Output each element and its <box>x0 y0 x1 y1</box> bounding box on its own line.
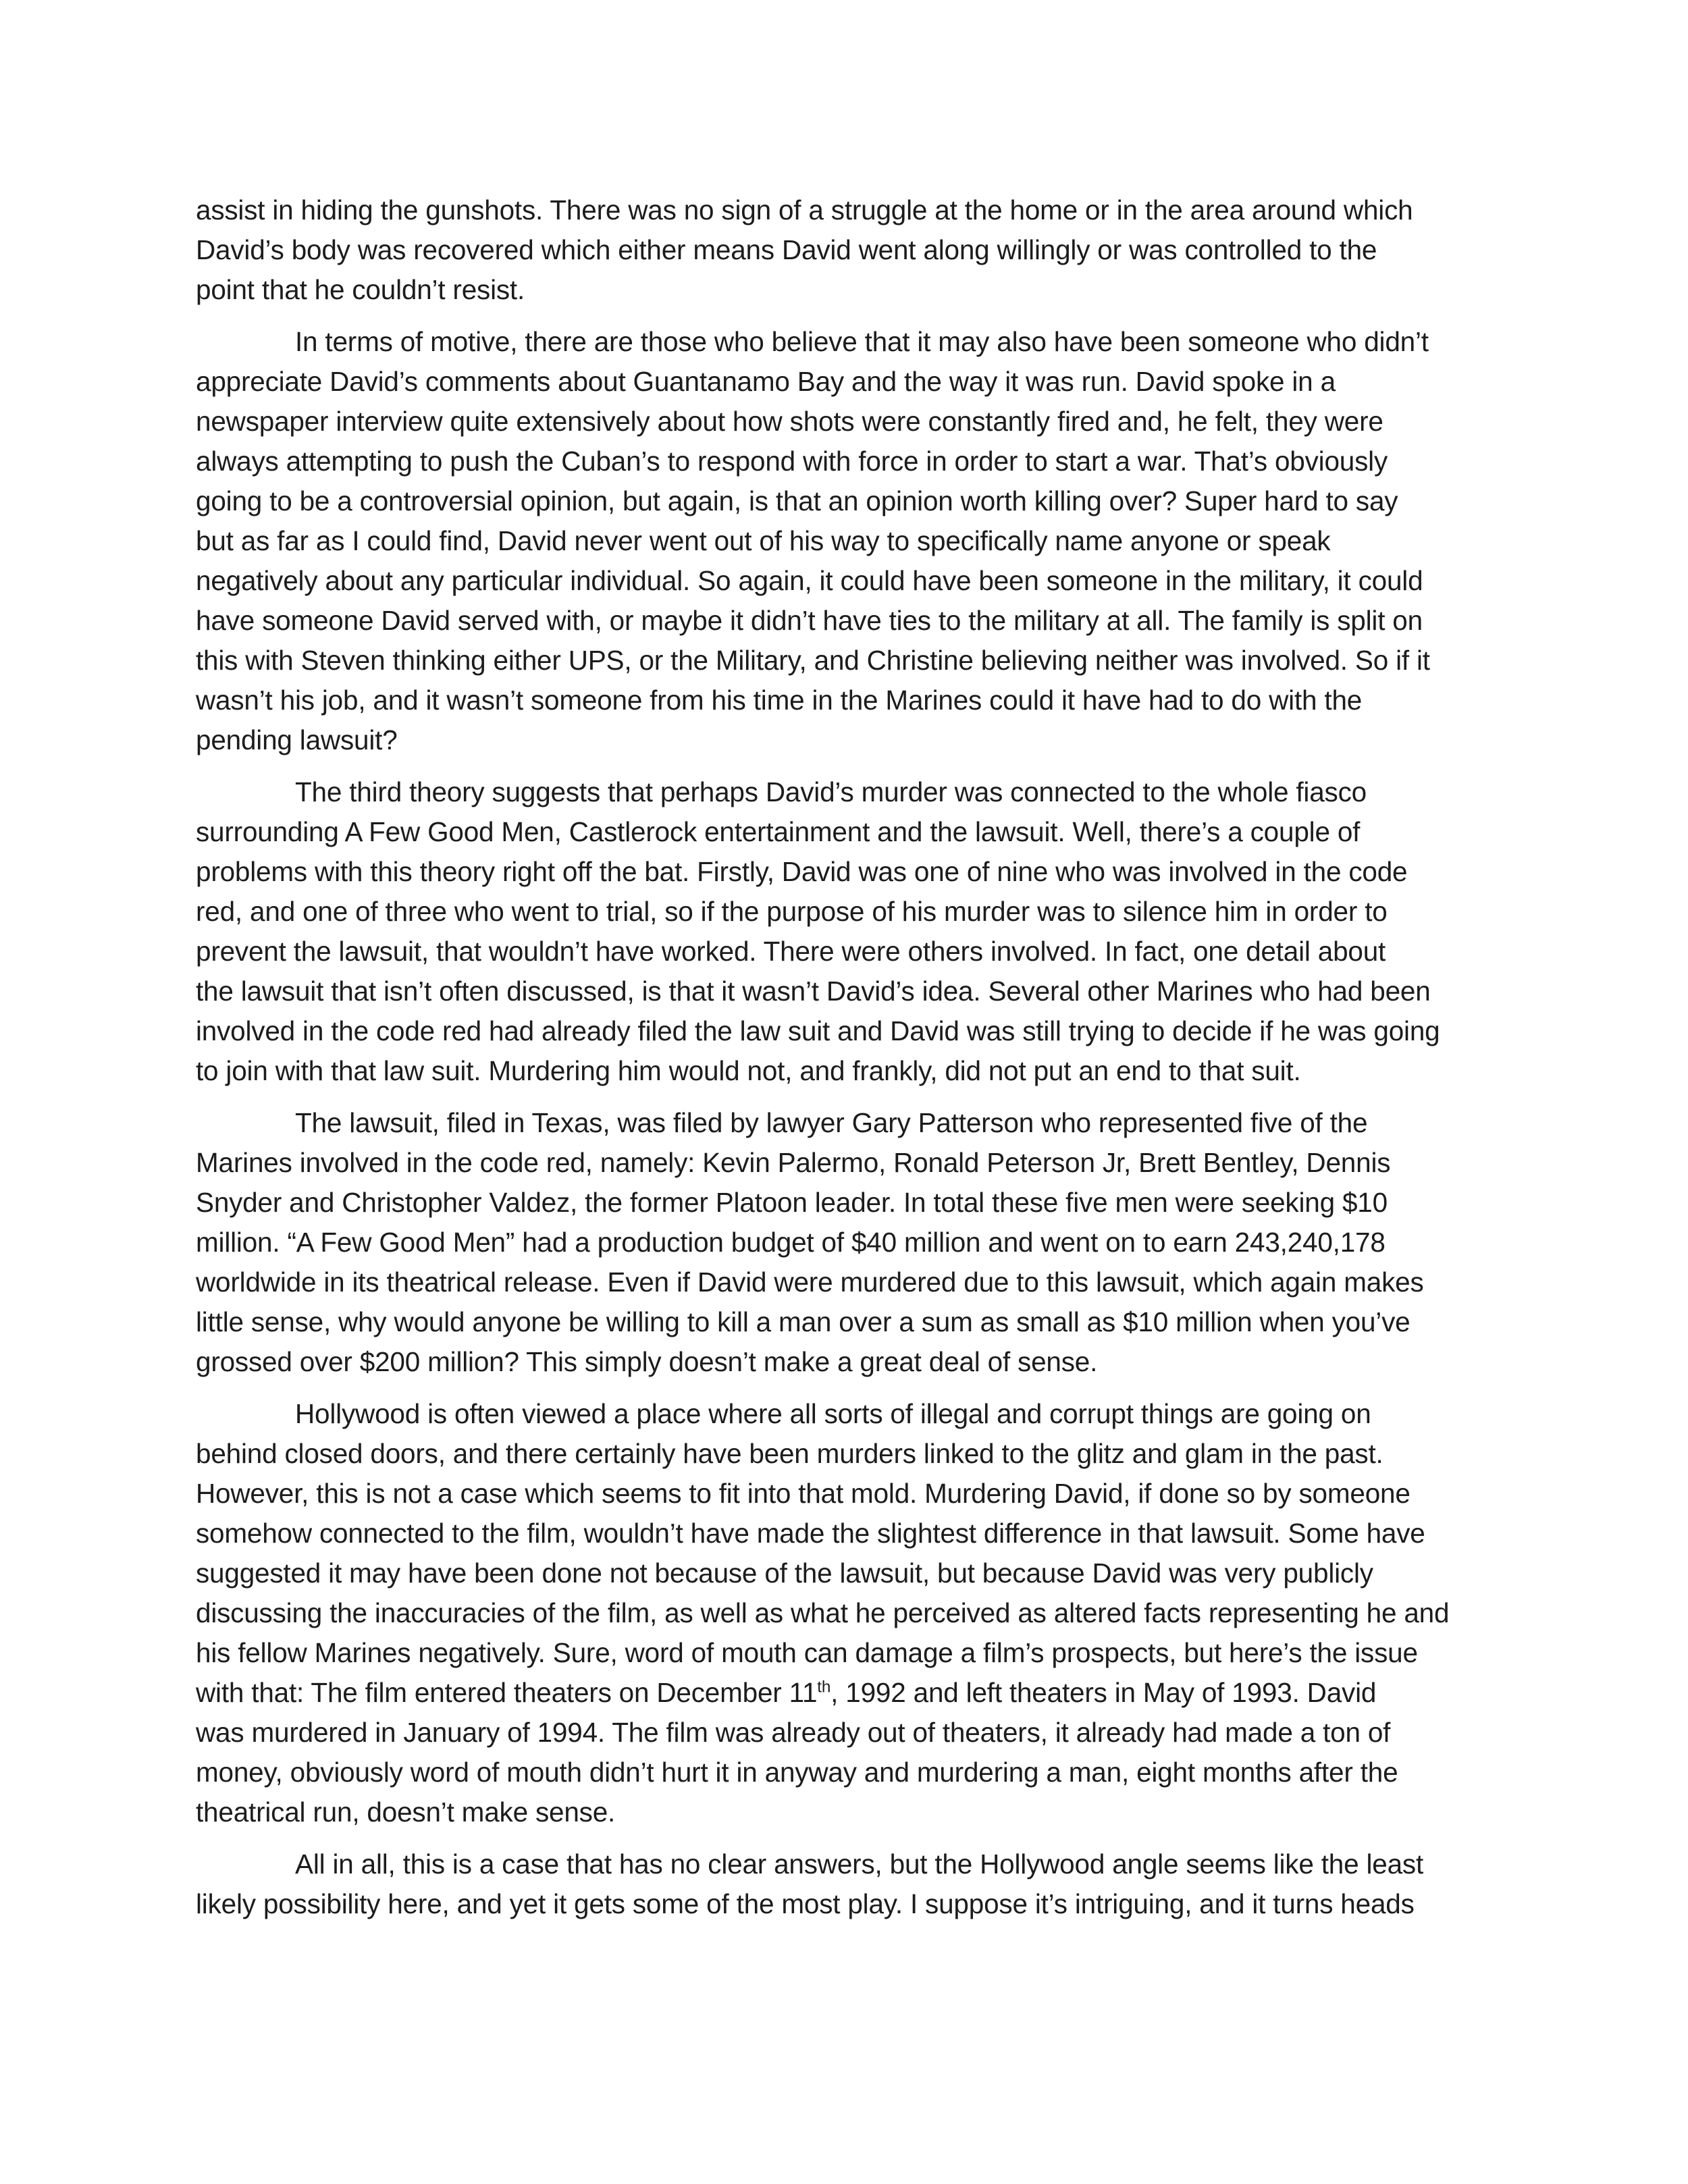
text-line: the lawsuit that isn’t often discussed, is that it wasn’t David’s idea. Several other Marines who had been <box>196 976 1431 1007</box>
text-line: always attempting to push the Cuban’s to respond with force in order to start a war. That’s obviously <box>196 446 1388 477</box>
text-line: David’s body was recovered which either means David went along willingly or was controlled to the <box>196 234 1377 265</box>
text-line: pending lawsuit? <box>196 724 398 755</box>
text-line: appreciate David’s comments about Guantanamo Bay and the way it was run. David spoke in a <box>196 366 1336 397</box>
text-line: Marines involved in the code red, namely: Kevin Palermo, Ronald Peterson Jr, Brett Bentley, Dennis <box>196 1147 1391 1178</box>
text-line: to join with that law suit. Murdering him would not, and frankly, did not put an end to that suit. <box>196 1055 1301 1086</box>
text-line: problems with this theory right off the bat. Firstly, David was one of nine who was involved in the code <box>196 856 1408 887</box>
paragraph <box>196 1844 1506 1924</box>
ordinal-superscript: th <box>817 1678 831 1697</box>
text-line: grossed over $200 million? This simply doesn’t make a great deal of sense. <box>196 1346 1098 1377</box>
text-line: going to be a controversial opinion, but again, is that an opinion worth killing over? Super hard to say <box>196 485 1398 516</box>
text-run: , 1992 and left theaters in May of 1993. David <box>830 1677 1377 1708</box>
text-line: point that he couldn’t resist. <box>196 274 525 305</box>
text-line: However, this is not a case which seems to fit into that mold. Murdering David, if done so by someone <box>196 1478 1410 1509</box>
document-body <box>196 190 1506 1924</box>
text-line: All in all, this is a case that has no clear answers, but the Hollywood angle seems like the least <box>295 1848 1424 1880</box>
text-line: red, and one of three who went to trial, so if the purpose of his murder was to silence him in order to <box>196 896 1388 927</box>
text-line: behind closed doors, and there certainly have been murders linked to the glitz and glam in the past. <box>196 1438 1383 1469</box>
text-line: Snyder and Christopher Valdez, the former Platoon leader. In total these five men were seeking $10 <box>196 1187 1388 1218</box>
text-line: worldwide in its theatrical release. Even if David were murdered due to this lawsuit, which again makes <box>196 1267 1424 1298</box>
text-line: The third theory suggests that perhaps David’s murder was connected to the whole fiasco <box>295 776 1367 807</box>
text-line: In terms of motive, there are those who believe that it may also have been someone who didn’t <box>295 326 1429 357</box>
text-line: The lawsuit, filed in Texas, was filed by lawyer Gary Patterson who represented five of the <box>295 1107 1368 1138</box>
text-line: million. “A Few Good Men” had a production budget of $40 million and went on to earn 243,240,178 <box>196 1227 1386 1258</box>
text-line: likely possibility here, and yet it gets some of the most play. I suppose it’s intriguing, and it turns heads <box>196 1888 1415 1919</box>
text-line: discussing the inaccuracies of the film, as well as what he perceived as altered facts representing he and <box>196 1597 1450 1628</box>
paragraph <box>196 322 1506 760</box>
paragraph <box>196 190 1506 310</box>
paragraph <box>196 1394 1506 1832</box>
text-line: assist in hiding the gunshots. There was no sign of a struggle at the home or in the area around which <box>196 194 1413 225</box>
text-line: little sense, why would anyone be willing to kill a man over a sum as small as $10 million when you’ve <box>196 1306 1410 1337</box>
text-line: newspaper interview quite extensively about how shots were constantly fired and, he felt, they were <box>196 406 1383 437</box>
text-line: was murdered in January of 1994. The film was already out of theaters, it already had made a ton of <box>196 1717 1391 1748</box>
paragraph <box>196 772 1506 1091</box>
text-line: theatrical run, doesn’t make sense. <box>196 1796 616 1828</box>
text-line: wasn’t his job, and it wasn’t someone from his time in the Marines could it have had to do with the <box>196 685 1363 716</box>
text-run: with that: The film entered theaters on December 11 <box>196 1677 818 1708</box>
text-line: suggested it may have been done not because of the lawsuit, but because David was very publicly <box>196 1557 1373 1589</box>
text-line: have someone David served with, or maybe it didn’t have ties to the military at all. The family is split on <box>196 605 1423 636</box>
text-line: his fellow Marines negatively. Sure, word of mouth can damage a film’s prospects, but here’s the issue <box>196 1637 1418 1668</box>
text-line: but as far as I could find, David never went out of his way to specifically name anyone or speak <box>196 525 1331 556</box>
text-line: this with Steven thinking either UPS, or the Military, and Christine believing neither was involved. So if it <box>196 645 1430 676</box>
text-line: negatively about any particular individual. So again, it could have been someone in the military, it could <box>196 565 1423 596</box>
text-line: money, obviously word of mouth didn’t hurt it in anyway and murdering a man, eight months after the <box>196 1757 1398 1788</box>
text-line: involved in the code red had already filed the law suit and David was still trying to decide if he was going <box>196 1015 1440 1046</box>
text-line <box>196 1673 1506 1713</box>
text-line: prevent the lawsuit, that wouldn’t have worked. There were others involved. In fact, one detail about <box>196 936 1386 967</box>
text-line: Hollywood is often viewed a place where all sorts of illegal and corrupt things are going on <box>295 1398 1371 1429</box>
text-line: somehow connected to the film, wouldn’t have made the slightest difference in that lawsuit. Some have <box>196 1518 1425 1549</box>
paragraph <box>196 1103 1506 1382</box>
text-line: surrounding A Few Good Men, Castlerock entertainment and the lawsuit. Well, there’s a couple of <box>196 816 1361 847</box>
